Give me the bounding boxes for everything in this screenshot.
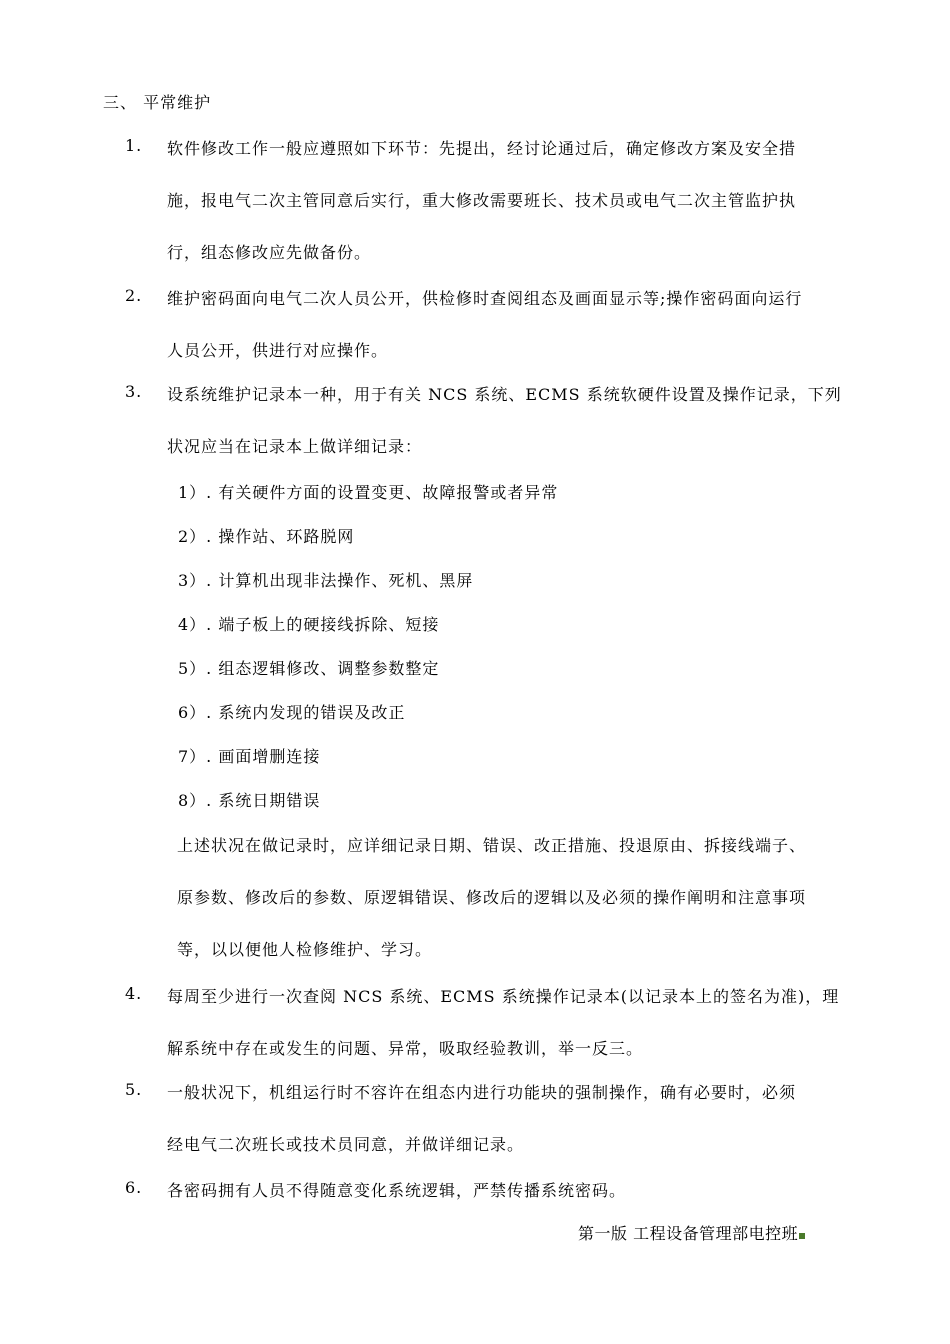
item-6-number: 6. — [125, 1178, 143, 1197]
item-2-line-1: 维护密码面向电气二次人员公开，供检修时查阅组态及画面显示等;操作密码面向运行 — [167, 289, 803, 308]
item-4-line-2: 解系统中存在或发生的问题、异常，吸取经验教训，举一反三。 — [167, 1039, 644, 1058]
item-2-number: 2. — [125, 286, 143, 305]
footer-mark-icon — [799, 1233, 805, 1239]
item-1-number: 1. — [125, 136, 143, 155]
item-3-subitem-3: 3）. 计算机出现非法操作、死机、黑屏 — [178, 571, 474, 590]
item-3-subitem-4: 4）. 端子板上的硬接线拆除、短接 — [178, 615, 440, 634]
item-5-number: 5. — [125, 1080, 143, 1099]
item-3-note-line-2: 原参数、修改后的参数、原逻辑错误、修改后的逻辑以及必须的操作阐明和注意事项 — [177, 888, 807, 907]
item-4-number: 4. — [125, 984, 143, 1003]
item-3-subitem-2: 2）. 操作站、环路脱网 — [178, 527, 355, 546]
item-3-subitem-1: 1）. 有关硬件方面的设置变更、故障报警或者异常 — [178, 483, 559, 502]
footer-text: 第一版 工程设备管理部电控班 — [578, 1224, 799, 1243]
item-3-note-line-1: 上述状况在做记录时，应详细记录日期、错误、改正措施、投退原由、拆接线端子、 — [177, 836, 807, 855]
item-4-line-1: 每周至少进行一次查阅 NCS 系统、ECMS 系统操作记录本(以记录本上的签名为准)，理 — [167, 987, 840, 1006]
item-3-subitem-7: 7）. 画面增删连接 — [178, 747, 321, 766]
item-1-line-2: 施，报电气二次主管同意后实行，重大修改需要班长、技术员或电气二次主管监护执 — [167, 191, 797, 210]
item-3-note-line-3: 等，以以便他人检修维护、学习。 — [177, 940, 433, 959]
item-3-subitem-8: 8）. 系统日期错误 — [178, 791, 321, 810]
item-5-line-2: 经电气二次班长或技术员同意，并做详细记录。 — [167, 1135, 525, 1154]
section-heading: 三、 平常维护 — [103, 93, 212, 112]
item-3-number: 3. — [125, 382, 143, 401]
item-1-line-1: 软件修改工作一般应遵照如下环节：先提出，经讨论通过后，确定修改方案及安全措 — [167, 139, 797, 158]
item-1-line-3: 行，组态修改应先做备份。 — [167, 243, 372, 262]
item-3-line-2: 状况应当在记录本上做详细记录： — [167, 437, 423, 456]
item-5-line-1: 一般状况下，机组运行时不容许在组态内进行功能块的强制操作，确有必要时，必须 — [167, 1083, 797, 1102]
item-3-subitem-6: 6）. 系统内发现的错误及改正 — [178, 703, 406, 722]
item-3-subitem-5: 5）. 组态逻辑修改、调整参数整定 — [178, 659, 440, 678]
item-2-line-2: 人员公开，供进行对应操作。 — [167, 341, 389, 360]
item-6-line-1: 各密码拥有人员不得随意变化系统逻辑，严禁传播系统密码。 — [167, 1181, 627, 1200]
item-3-line-1: 设系统维护记录本一种，用于有关 NCS 系统、ECMS 系统软硬件设置及操作记录，下列 — [167, 385, 842, 404]
footer — [578, 1221, 805, 1244]
